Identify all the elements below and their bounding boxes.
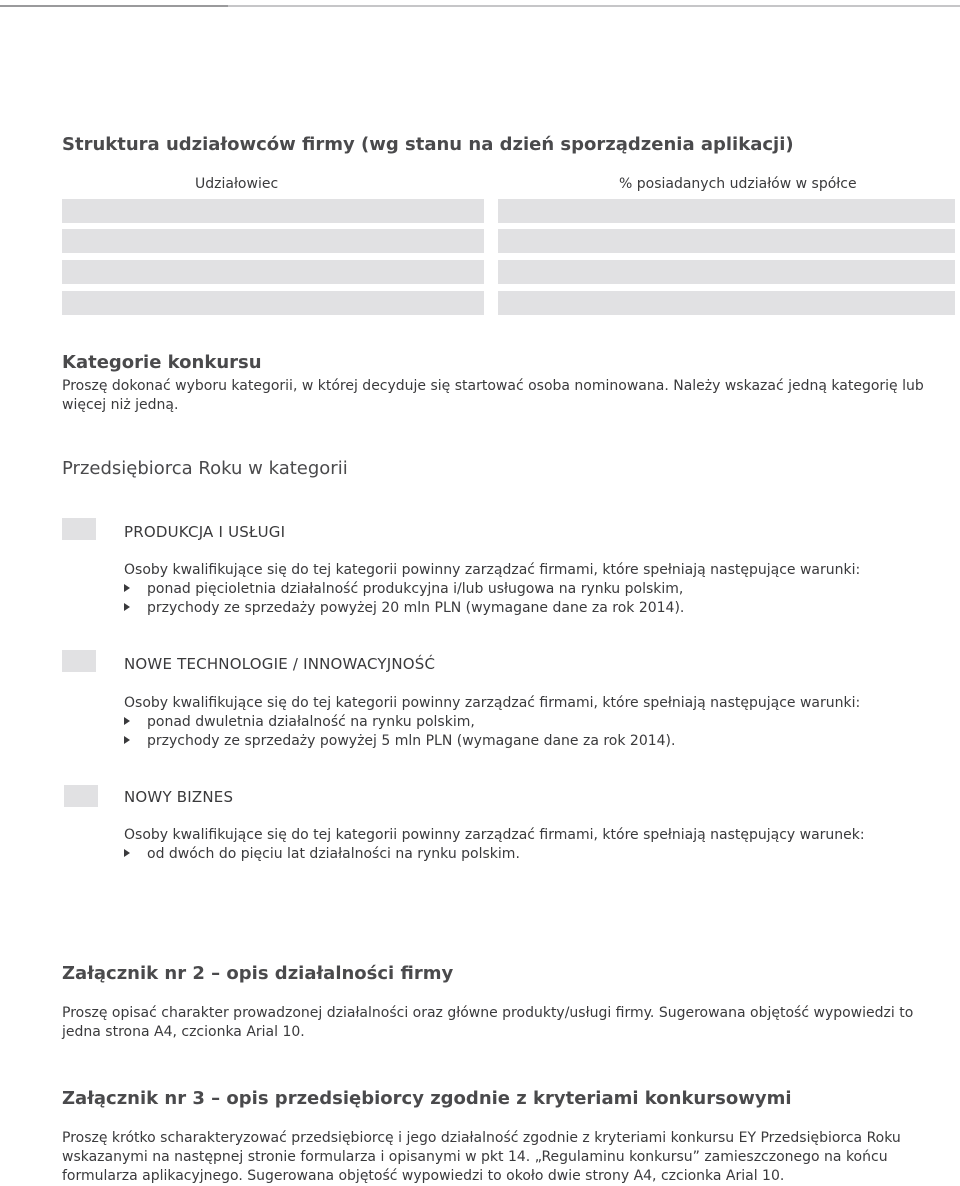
bullet-text: przychody ze sprzedaży powyżej 5 mln PLN (wymagane dane za rok 2014). <box>147 733 676 749</box>
category-desc-new-tech: Osoby kwalifikujące się do tej kategorii powinny zarządzać firmami, które spełniają następujące warunki: <box>124 695 861 711</box>
col-header-shareholder: Udziałowiec <box>195 176 279 192</box>
shareholder-percent-field-3[interactable] <box>498 260 955 284</box>
bullet-arrow-icon <box>124 736 130 744</box>
category-bullet <box>124 713 475 732</box>
categories-intro: Proszę dokonać wyboru kategorii, w której decyduje się startować osoba nominowana. Należy wskazać jedną kategorię lub więcej niż jedną. <box>62 378 924 413</box>
shareholder-percent-field-4[interactable] <box>498 291 955 315</box>
top-rule-accent <box>0 5 228 7</box>
bullet-arrow-icon <box>124 584 130 592</box>
bullet-arrow-icon <box>124 717 130 725</box>
shareholder-name-field-2[interactable] <box>62 229 484 253</box>
shareholder-name-field-1[interactable] <box>62 199 484 223</box>
bullet-text: ponad dwuletnia działalność na rynku polskim, <box>147 714 475 730</box>
shareholder-percent-field-1[interactable] <box>498 199 955 223</box>
bullet-arrow-icon <box>124 849 130 857</box>
category-desc-production: Osoby kwalifikujące się do tej kategorii powinny zarządzać firmami, które spełniają następujące warunki: <box>124 562 861 578</box>
category-title-production: PRODUKCJA I USŁUGI <box>124 523 286 541</box>
category-bullet <box>124 845 520 864</box>
category-checkbox-production[interactable] <box>62 518 96 540</box>
category-bullet <box>124 732 675 751</box>
annex2-text: Proszę opisać charakter prowadzonej działalności oraz główne produkty/usługi firmy. Sugerowana objętość wypowiedzi to jedna strona A4, czcionka Arial 10. <box>62 1005 914 1040</box>
annex3-text: Proszę krótko scharakteryzować przedsiębiorcę i jego działalność zgodnie z kryteriami konkursu EY Przedsiębiorca Roku wskazanymi na następnej stronie formularza i opisanymi w pkt 14. „Regulaminu konkursu” zamieszczonego na końcu formularza aplikacyjnego. Sugerowana objętość wypowiedzi to około dwie strony A4, czcionka Arial 10. <box>62 1130 901 1184</box>
shareholder-percent-field-2[interactable] <box>498 229 955 253</box>
shareholder-name-field-4[interactable] <box>62 291 484 315</box>
annex3-title: Załącznik nr 3 – opis przedsiębiorcy zgodnie z kryteriami konkursowymi <box>62 1088 792 1109</box>
category-checkbox-new-tech[interactable] <box>62 650 96 672</box>
category-bullet <box>124 580 683 599</box>
annex2-title: Załącznik nr 2 – opis działalności firmy <box>62 963 454 984</box>
bullet-text: od dwóch do pięciu lat działalności na rynku polskim. <box>147 846 520 862</box>
bullet-arrow-icon <box>124 603 130 611</box>
category-title-new-tech: NOWE TECHNOLOGIE / INNOWACYJNOŚĆ <box>124 655 436 673</box>
categories-subtitle: Przedsiębiorca Roku w kategorii <box>62 458 348 479</box>
shareholders-title: Struktura udziałowców firmy (wg stanu na dzień sporządzenia aplikacji) <box>62 134 794 155</box>
categories-title: Kategorie konkursu <box>62 352 262 373</box>
shareholder-name-field-3[interactable] <box>62 260 484 284</box>
category-desc-new-business: Osoby kwalifikujące się do tej kategorii powinny zarządzać firmami, które spełniają następujący warunek: <box>124 827 865 843</box>
bullet-text: przychody ze sprzedaży powyżej 20 mln PLN (wymagane dane za rok 2014). <box>147 600 685 616</box>
category-bullet <box>124 599 684 618</box>
col-header-percent: % posiadanych udziałów w spółce <box>619 176 857 192</box>
category-title-new-business: NOWY BIZNES <box>124 788 234 806</box>
category-checkbox-new-business[interactable] <box>64 785 98 807</box>
bullet-text: ponad pięcioletnia działalność produkcyjna i/lub usługowa na rynku polskim, <box>147 581 684 597</box>
